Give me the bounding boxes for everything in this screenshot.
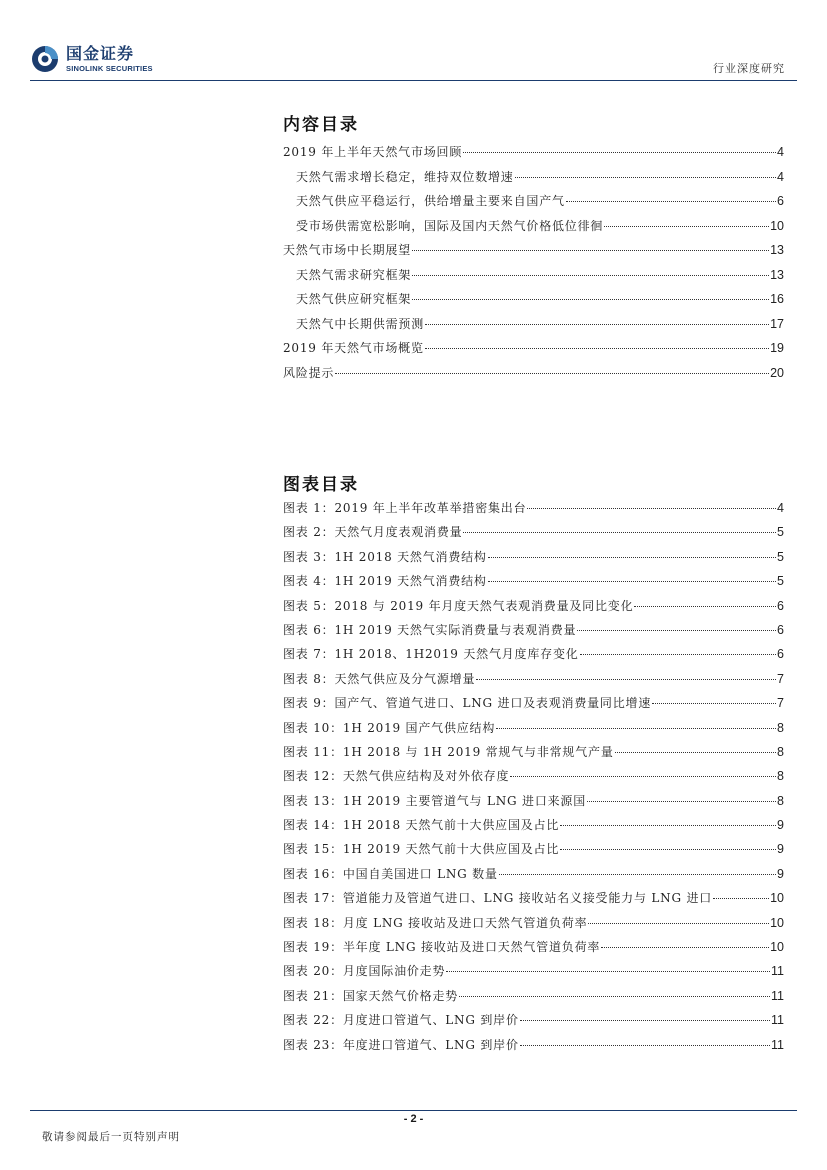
figure-entry-label: 图表 12：天然气供应结构及对外依存度: [283, 769, 510, 784]
dot-leader: [604, 226, 769, 227]
figure-entry[interactable]: [283, 962, 784, 986]
figure-entry-label: 图表 10：1H 2019 国产气供应结构: [283, 720, 496, 735]
dot-leader: [510, 776, 776, 777]
contents-entry[interactable]: [283, 241, 784, 266]
figure-entry-page: 5: [777, 525, 784, 540]
contents-list: [283, 143, 784, 388]
disclaimer: 敬请参阅最后一页特别声明: [42, 1131, 180, 1143]
figure-entry[interactable]: [283, 865, 784, 889]
contents-entry[interactable]: [283, 192, 784, 217]
contents-entry[interactable]: [283, 339, 784, 364]
figure-entry-page: 9: [777, 818, 784, 833]
figure-entry-page: 11: [771, 964, 784, 979]
dot-leader: [520, 1020, 770, 1021]
figure-entry-page: 10: [770, 915, 784, 930]
figure-entry-page: 7: [777, 671, 784, 686]
dot-leader: [587, 801, 776, 802]
figure-entry-page: 11: [771, 1037, 784, 1052]
figure-entry-label: 图表 13：1H 2019 主要管道气与 LNG 进口来源国: [283, 793, 587, 808]
contents-entry[interactable]: [283, 168, 784, 193]
report-type: 行业深度研究: [713, 62, 785, 75]
figure-entry-label: 图表 20：月度国际油价走势: [283, 964, 446, 979]
dot-leader: [577, 630, 776, 631]
brand-name-cn: 国金证券: [66, 43, 135, 63]
figure-entry[interactable]: [283, 938, 784, 962]
figure-entry-label: 图表 3：1H 2018 天然气消费结构: [283, 549, 487, 564]
contents-title: 内容目录: [283, 115, 359, 135]
contents-entry-label: 2019 年天然气市场概览: [283, 341, 424, 355]
contents-entry-label: 受市场供需宽松影响，国际及国内天然气价格低位徘徊: [296, 218, 604, 233]
dot-leader: [601, 947, 769, 948]
figure-entry-label: 图表 7：1H 2018、1H2019 天然气月度库存变化: [283, 647, 579, 662]
contents-entry-label: 天然气中长期供需预测: [296, 316, 425, 331]
figure-entry-page: 11: [771, 988, 784, 1003]
figure-entry[interactable]: [283, 597, 784, 621]
figure-entry-page: 6: [777, 598, 784, 613]
contents-entry[interactable]: [283, 315, 784, 340]
contents-entry-label: 天然气需求研究框架: [296, 267, 412, 282]
dot-leader: [588, 923, 769, 924]
figure-entry[interactable]: [283, 914, 784, 938]
company-logo: [30, 44, 153, 74]
figure-entry-label: 图表 14：1H 2018 天然气前十大供应国及占比: [283, 818, 560, 833]
figure-entry[interactable]: [283, 645, 784, 669]
dot-leader: [446, 971, 770, 972]
figure-entry[interactable]: [283, 694, 784, 718]
dot-leader: [412, 275, 769, 276]
dot-leader: [496, 728, 776, 729]
figure-entry-label: 图表 19：半年度 LNG 接收站及进口天然气管道负荷率: [283, 940, 601, 955]
dot-leader: [580, 654, 776, 655]
figure-entry[interactable]: [283, 889, 784, 913]
figure-entry[interactable]: [283, 743, 784, 767]
figures-list: [283, 499, 784, 1060]
sinolink-logo-icon: [30, 44, 60, 74]
contents-entry-page: 4: [777, 145, 784, 159]
figure-entry-page: 4: [777, 501, 784, 515]
contents-entry-page: 20: [770, 365, 784, 380]
dot-leader: [463, 152, 776, 153]
dot-leader: [652, 703, 776, 704]
figure-entry[interactable]: [283, 767, 784, 791]
dot-leader: [560, 849, 776, 850]
figure-entry[interactable]: [283, 499, 784, 523]
contents-entry-page: 6: [777, 194, 784, 208]
figure-entry[interactable]: [283, 621, 784, 645]
figure-entry-label: 图表 11：1H 2018 与 1H 2019 常规气与非常规气产量: [283, 744, 614, 759]
figure-entry-page: 8: [777, 744, 784, 759]
dot-leader: [335, 373, 769, 374]
dot-leader: [634, 606, 776, 607]
figure-entry-label: 图表 17：管道能力及管道气进口、LNG 接收站名义接受能力与 LNG 进口: [283, 891, 713, 906]
contents-entry-label: 天然气供应平稳运行，供给增量主要来自国产气: [296, 194, 565, 208]
contents-entry-label: 天然气市场中长期展望: [283, 243, 412, 257]
dot-leader: [488, 581, 776, 582]
figure-entry-page: 9: [777, 866, 784, 881]
figure-entry-label: 图表 6：1H 2019 天然气实际消费量与表观消费量: [283, 622, 577, 637]
figure-entry[interactable]: [283, 523, 784, 547]
figure-entry[interactable]: [283, 719, 784, 743]
contents-entry-page: 4: [777, 169, 784, 184]
dot-leader: [499, 874, 776, 875]
dot-leader: [459, 996, 770, 997]
contents-entry[interactable]: [283, 290, 784, 315]
page-number: - 2 -: [403, 1113, 424, 1125]
contents-entry[interactable]: [283, 143, 784, 168]
figure-entry[interactable]: [283, 572, 784, 596]
contents-entry-page: 13: [770, 243, 784, 257]
dot-leader: [713, 898, 769, 899]
contents-entry-page: 16: [770, 292, 784, 306]
brand-name-en: SINOLINK SECURITIES: [66, 63, 153, 73]
figure-entry-label: 图表 2：天然气月度表观消费量: [283, 525, 463, 540]
dot-leader: [476, 679, 776, 680]
contents-entry-label: 风险提示: [283, 365, 335, 380]
figure-entry[interactable]: [283, 548, 784, 572]
figure-entry[interactable]: [283, 987, 784, 1011]
figure-entry-label: 图表 23：年度进口管道气、LNG 到岸价: [283, 1037, 519, 1052]
contents-entry-page: 10: [770, 218, 784, 233]
dot-leader: [515, 177, 776, 178]
figure-entry-label: 图表 22：月度进口管道气、LNG 到岸价: [283, 1013, 519, 1028]
figure-entry-label: 图表 9：国产气、管道气进口、LNG 进口及表观消费量同比增速: [283, 696, 652, 711]
dot-leader: [520, 1045, 770, 1046]
page-header: [0, 0, 827, 84]
contents-entry-page: 17: [770, 316, 784, 331]
figure-entry-label: 图表 1：2019 年上半年改革举措密集出台: [283, 501, 527, 515]
contents-entry-label: 天然气供应研究框架: [296, 292, 412, 306]
figure-entry[interactable]: [283, 1011, 784, 1035]
figure-entry-page: 6: [777, 622, 784, 637]
dot-leader: [527, 508, 776, 509]
figure-entry-page: 6: [777, 647, 784, 662]
figure-entry-label: 图表 4：1H 2019 天然气消费结构: [283, 574, 487, 589]
dot-leader: [412, 250, 769, 251]
dot-leader: [412, 299, 769, 300]
footer-divider: [30, 1110, 797, 1111]
figure-entry-page: 11: [771, 1013, 784, 1028]
figure-entry-label: 图表 18：月度 LNG 接收站及进口天然气管道负荷率: [283, 915, 588, 930]
contents-entry-page: 13: [770, 267, 784, 282]
figure-entry-label: 图表 16：中国自美国进口 LNG 数量: [283, 866, 498, 881]
dot-leader: [425, 324, 769, 325]
figure-entry-label: 图表 21：国家天然气价格走势: [283, 988, 459, 1003]
dot-leader: [463, 532, 776, 533]
dot-leader: [488, 557, 776, 558]
figure-entry-page: 5: [777, 549, 784, 564]
figure-entry[interactable]: [283, 792, 784, 816]
figure-entry-page: 7: [777, 696, 784, 711]
contents-entry[interactable]: [283, 266, 784, 291]
header-divider: [30, 80, 797, 81]
contents-entry-label: 天然气需求增长稳定，维持双位数增速: [296, 169, 514, 184]
contents-entry-label: 2019 年上半年天然气市场回顾: [283, 145, 463, 159]
contents-entry[interactable]: [283, 364, 784, 389]
figure-entry-label: 图表 5：2018 与 2019 年月度天然气表观消费量及同比变化: [283, 598, 634, 613]
figure-entry-page: 9: [777, 842, 784, 857]
figure-entry-page: 10: [770, 891, 784, 906]
figure-entry-page: 8: [777, 793, 784, 808]
figure-entry-page: 8: [777, 720, 784, 735]
dot-leader: [615, 752, 776, 753]
figure-entry[interactable]: [283, 816, 784, 840]
dot-leader: [566, 201, 776, 202]
figure-entry-page: 5: [777, 574, 784, 589]
contents-entry-page: 19: [770, 341, 784, 355]
figure-entry[interactable]: [283, 670, 784, 694]
figure-entry[interactable]: [283, 1036, 784, 1060]
dot-leader: [560, 825, 776, 826]
figure-entry-page: 10: [770, 940, 784, 955]
figures-title: 图表目录: [283, 475, 359, 495]
figure-entry-label: 图表 15：1H 2019 天然气前十大供应国及占比: [283, 842, 560, 857]
contents-entry[interactable]: [283, 217, 784, 242]
figure-entry[interactable]: [283, 840, 784, 864]
dot-leader: [425, 348, 769, 349]
figure-entry-label: 图表 8：天然气供应及分气源增量: [283, 671, 476, 686]
figure-entry-page: 8: [777, 769, 784, 784]
